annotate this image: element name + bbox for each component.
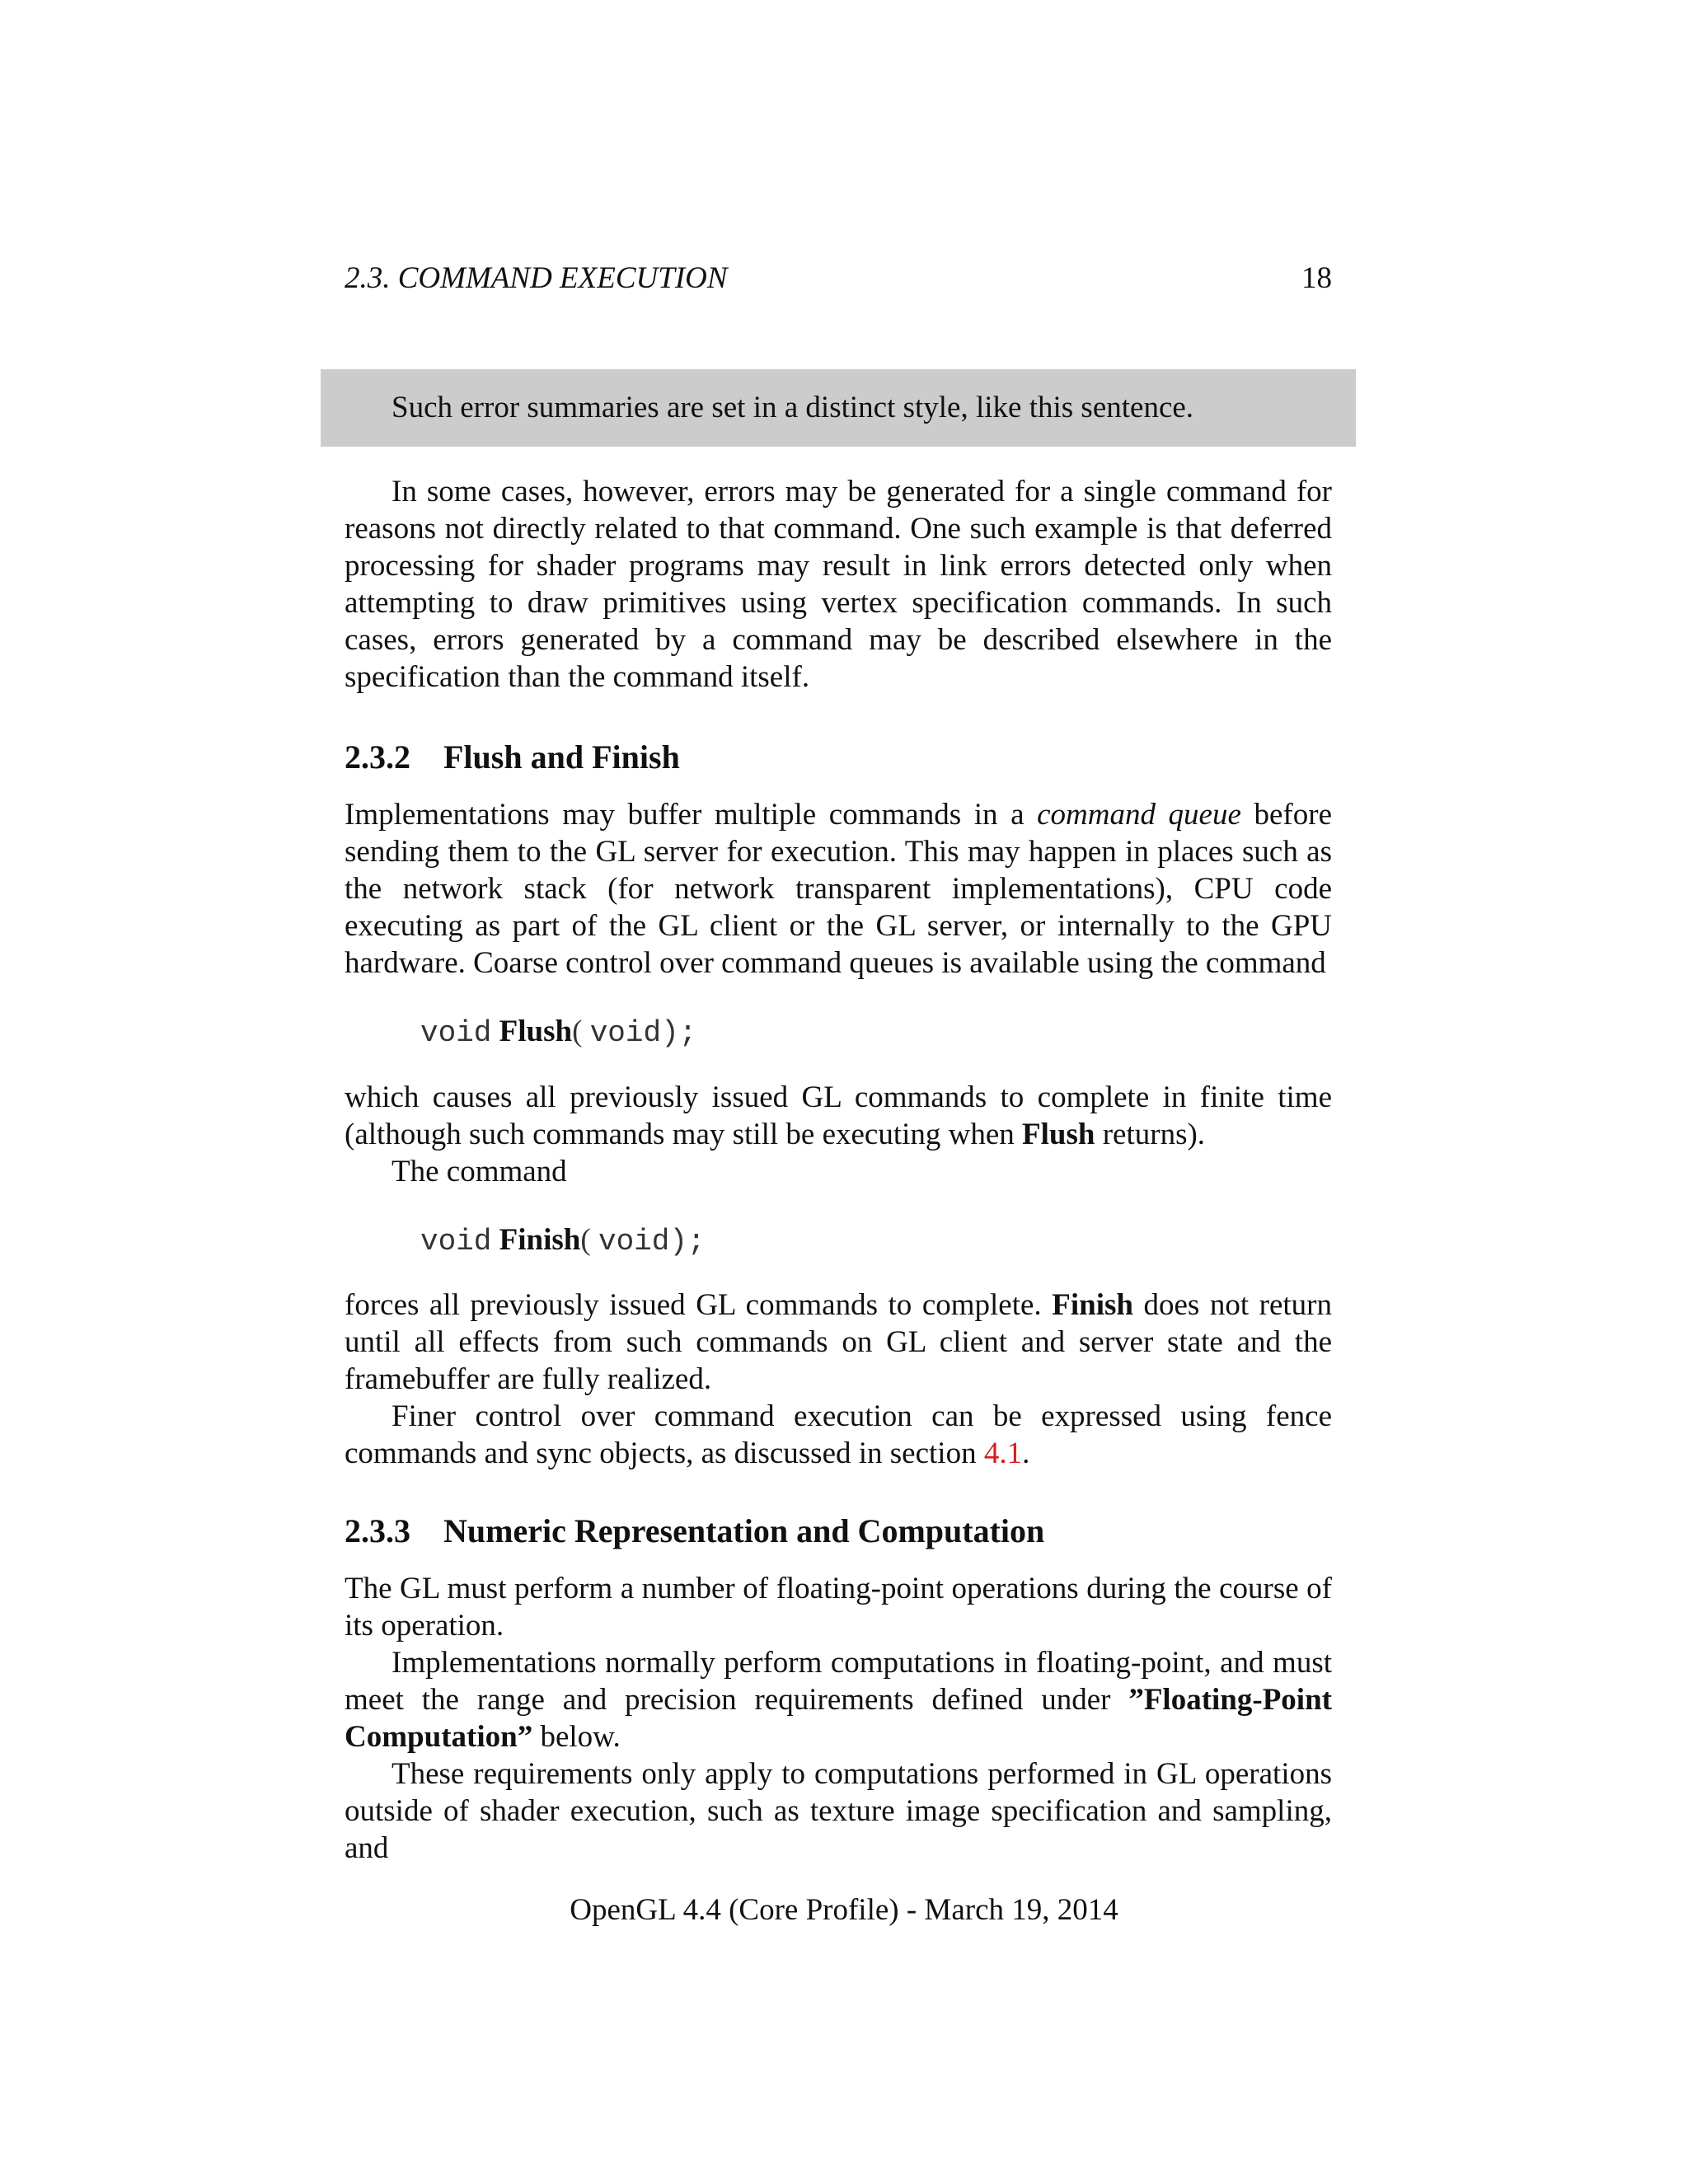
intro-block: [345, 473, 1332, 696]
flush-description-block: [345, 1079, 1332, 1190]
section-title: Numeric Representation and Computation: [443, 1512, 1045, 1549]
function-name-finish: Finish: [499, 1223, 581, 1257]
text-run: .: [1022, 1436, 1030, 1470]
open-paren: (: [572, 1015, 583, 1048]
running-head: [345, 259, 1332, 298]
numeric-paragraph-2: [345, 1644, 1332, 1755]
text-run: Implementations normally perform computations in floating-point, and must meet the range and precision requirements defined under: [345, 1646, 1332, 1717]
text-run: below.: [532, 1720, 621, 1754]
argument-type: void: [598, 1225, 670, 1258]
return-type: void: [420, 1225, 492, 1258]
open-paren: (: [580, 1223, 591, 1257]
running-head-section: 2.3. COMMAND EXECUTION: [345, 261, 728, 295]
command-finish: Finish: [1052, 1288, 1133, 1322]
text-run: Finer control over command execution can be expressed using fence commands and sync objects, as discussed in section: [345, 1399, 1332, 1470]
section-heading-2-3-2: [345, 737, 680, 778]
the-command-line: The command: [392, 1155, 567, 1188]
section-heading-2-3-3: [345, 1511, 1044, 1552]
numeric-paragraph-1: The GL must perform a number of floating-point operations during the course of its operation.: [345, 1572, 1332, 1643]
fence-sync-paragraph: [345, 1398, 1332, 1472]
page-footer: [0, 1891, 1688, 1930]
finish-prototype: [420, 1221, 706, 1260]
flush-prototype: [420, 1013, 696, 1052]
section-reference-link[interactable]: 4.1: [983, 1436, 1023, 1470]
text-run: does not return until all effects from such commands on GL client and server state and the framebuffer are fully realized.: [345, 1288, 1332, 1396]
return-type: void: [420, 1016, 492, 1050]
text-run: forces all previously issued GL commands to complete.: [345, 1288, 1053, 1322]
flush-finish-paragraph: [345, 796, 1332, 982]
close-paren: );: [669, 1225, 706, 1258]
intro-paragraph: In some cases, however, errors may be generated for a single command for reasons not directly related to that command. One such example is that deferred processing for shader programs may result in link errors detected only when attempting to draw primitives using vertex specification commands. In such cases, errors generated by a command may be described elsewhere in the specification than the command itself.: [345, 475, 1332, 694]
flush-description: [345, 1079, 1332, 1153]
flush-finish-intro-block: [345, 796, 1332, 982]
section-title: Flush and Finish: [443, 738, 680, 776]
term-command-queue: command queue: [1037, 798, 1241, 832]
finish-description-block: [345, 1286, 1332, 1472]
page-number: 18: [1301, 261, 1332, 295]
text-run: Implementations may buffer multiple commands in a: [345, 798, 1038, 832]
section-number: 2.3.3: [345, 1512, 410, 1549]
error-summary-text: Such error summaries are set in a distinct style, like this sentence.: [392, 391, 1194, 424]
error-summary-box: [321, 369, 1356, 447]
term-floating-point-computation: ”Floating-Point Computation”: [345, 1683, 1332, 1754]
argument-type: void: [589, 1016, 662, 1050]
numeric-paragraph-3: These requirements only apply to computations performed in GL operations outside of shader execution, such as texture image specification and sampling, and: [345, 1757, 1332, 1865]
close-paren: );: [661, 1016, 697, 1050]
section-number: 2.3.2: [345, 738, 410, 776]
text-run: which causes all previously issued GL commands to complete in finite time (although such commands may still be executing when: [345, 1080, 1332, 1151]
footer-text: OpenGL 4.4 (Core Profile) - March 19, 2014: [570, 1893, 1118, 1927]
command-flush: Flush: [1022, 1118, 1095, 1151]
finish-description: [345, 1286, 1332, 1398]
text-run: returns).: [1095, 1118, 1206, 1151]
text-run: before sending them to the GL server for execution. This may happen in places such as the network stack (for network transparent implementations), CPU code executing as part of the GL client or the GL server, or internally to the GPU hardware. Coarse control over command queues is available using the command: [345, 798, 1332, 980]
function-name-flush: Flush: [499, 1015, 573, 1048]
numeric-representation-block: [345, 1570, 1332, 1867]
